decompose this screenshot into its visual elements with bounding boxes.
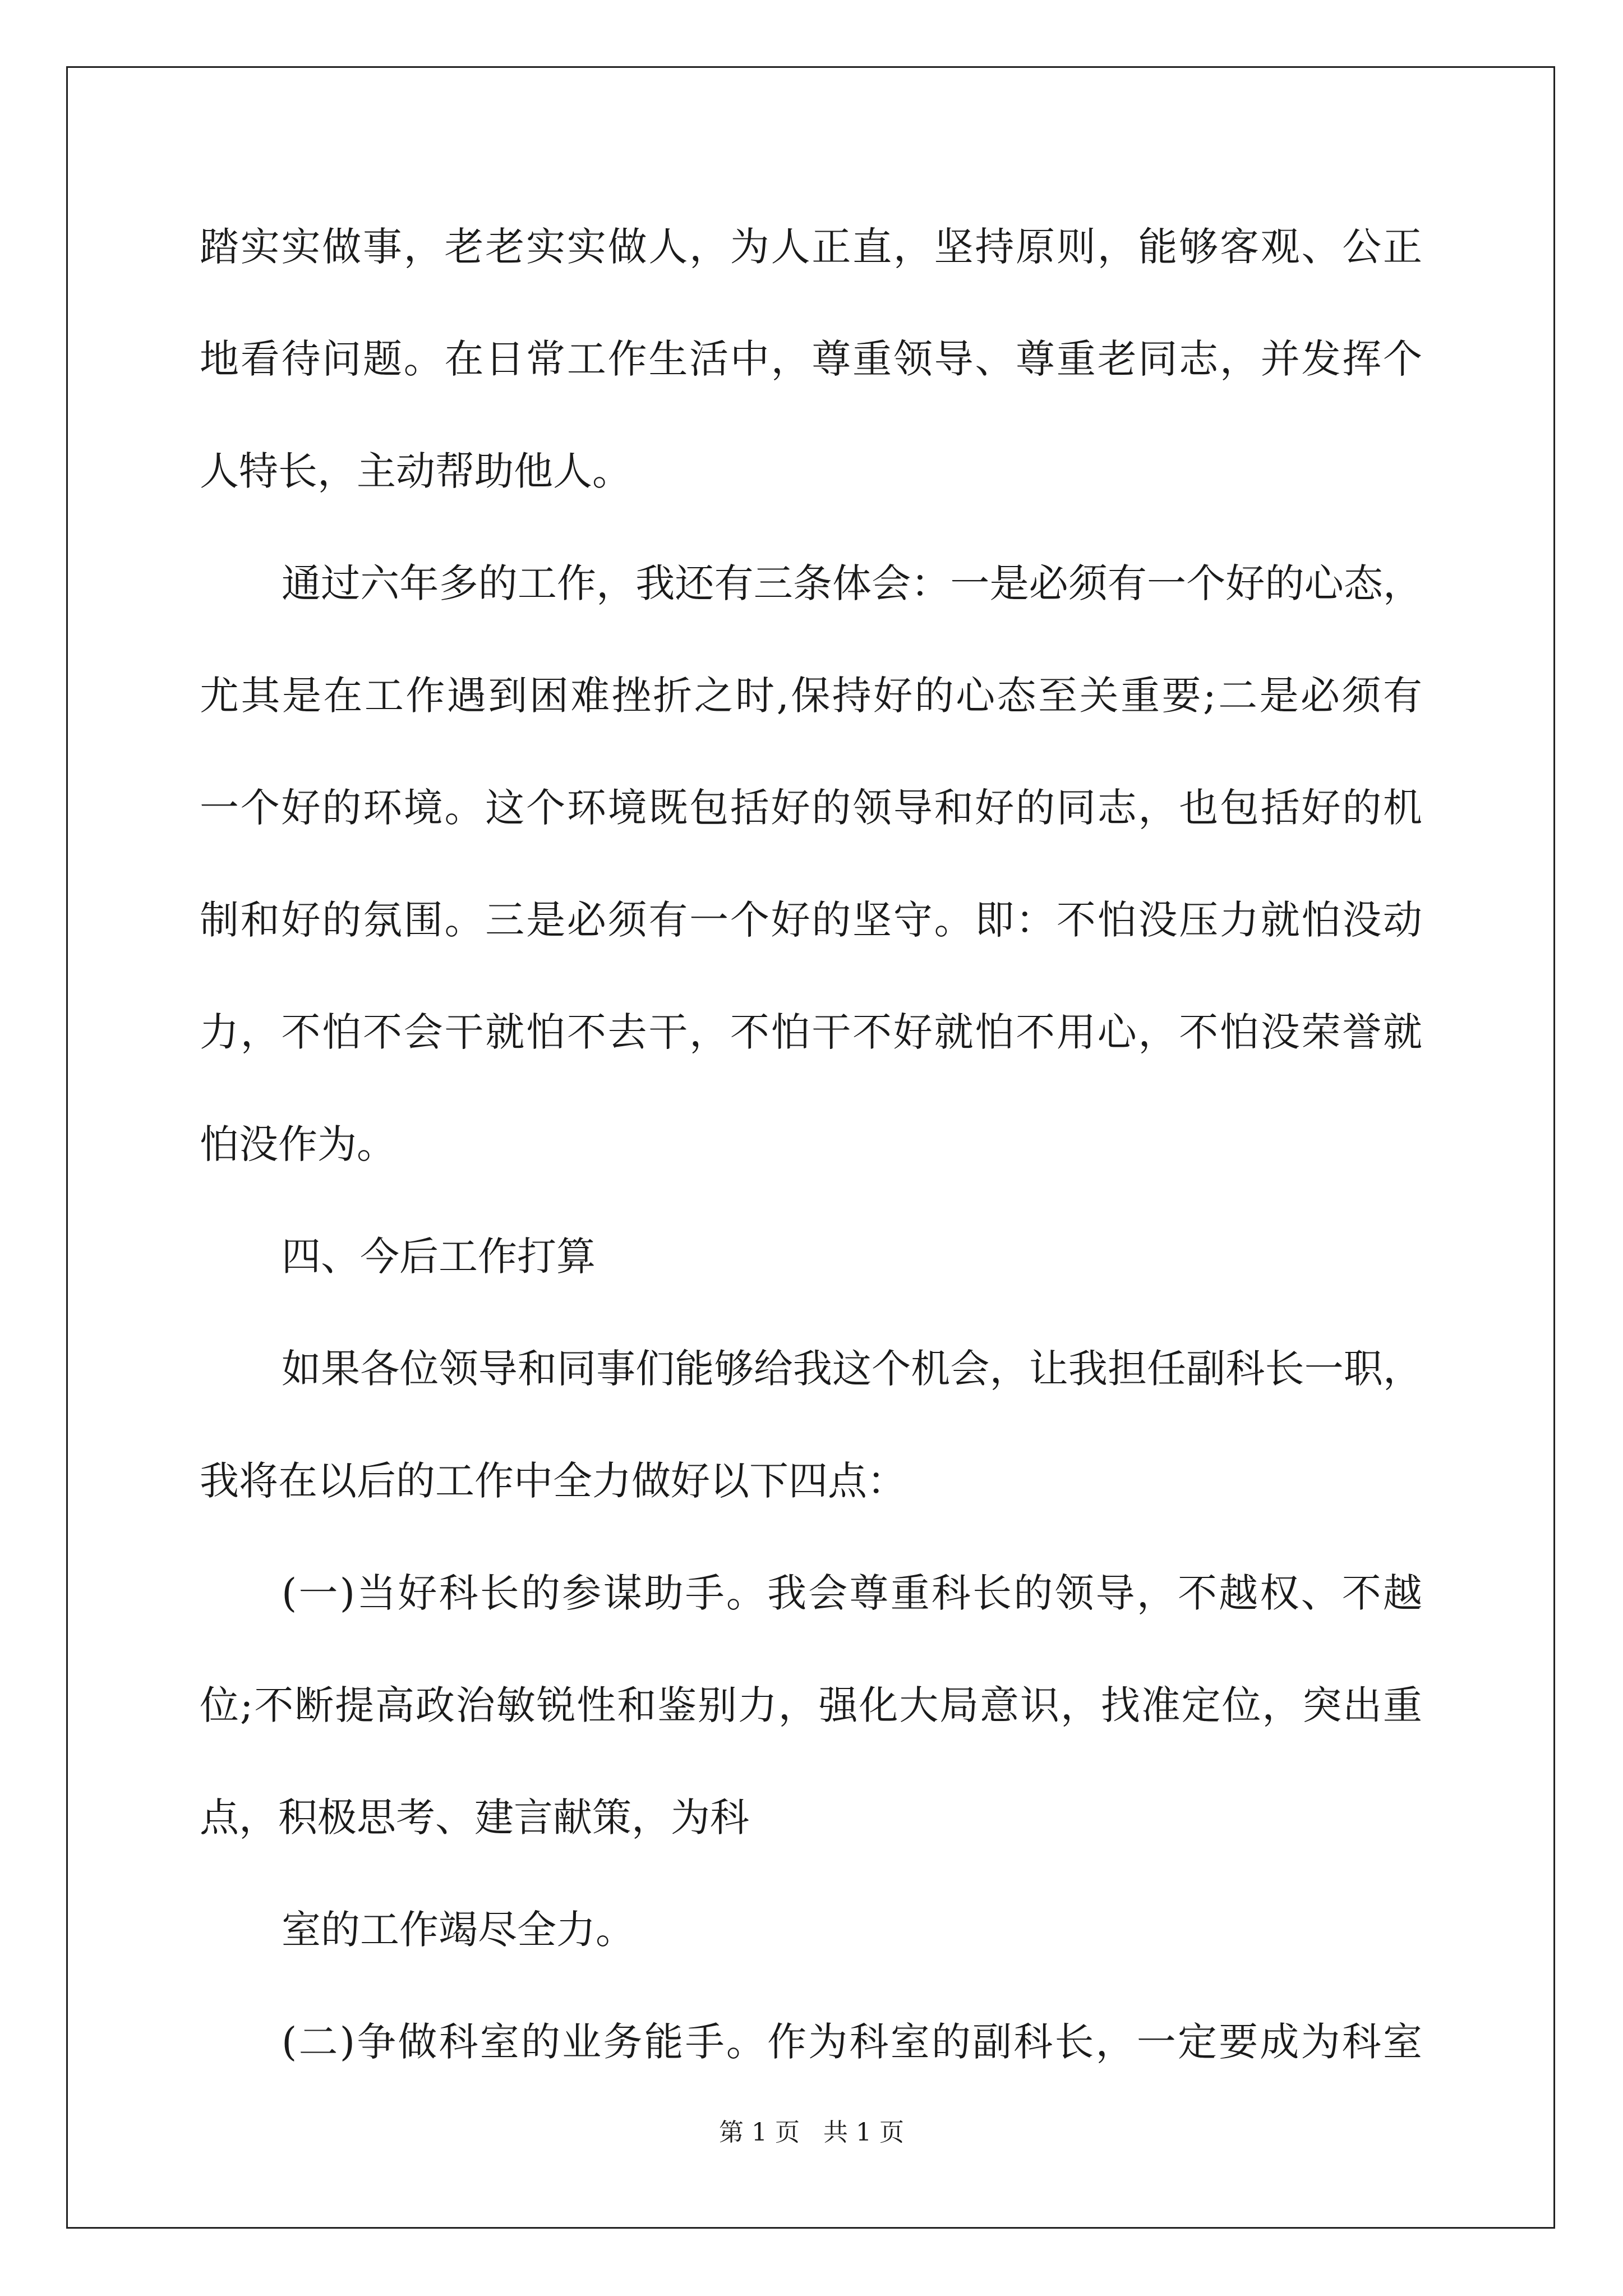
text-line-9: 怕没作为。 (200, 1121, 396, 1167)
text-line-13: (一)当好科长的参谋助手。我会尊重科长的领导，不越权、不越 (282, 1570, 1422, 1616)
page-number-label: 第 1 页 共 1 页 (719, 2118, 904, 2147)
page-footer (0, 2120, 1623, 2145)
text-line-1: 踏实实做事，老老实实做人，为人正直，坚持原则，能够客观、公正 (200, 224, 1422, 270)
text-line-12: 我将在以后的工作中全力做好以下四点： (200, 1458, 906, 1504)
text-line-6: 一个好的环境。这个环境既包括好的领导和好的同志，也包括好的机 (200, 785, 1422, 831)
text-line-5: 尤其是在工作遇到困难挫折之时,保持好的心态至关重要;二是必须有 (200, 673, 1422, 719)
text-line-2: 地看待问题。在日常工作生活中，尊重领导、尊重老同志，并发挥个 (200, 336, 1422, 382)
text-line-4: 通过六年多的工作，我还有三条体会：一是必须有一个好的心态， (282, 560, 1422, 606)
section-heading: 四、今后工作打算 (282, 1234, 596, 1280)
text-line-17: (二)争做科室的业务能手。作为科室的副科长，一定要成为科室 (282, 2019, 1422, 2065)
text-line-16: 室的工作竭尽全力。 (282, 1907, 635, 1953)
text-line-8: 力，不怕不会干就怕不去干，不怕干不好就怕不用心，不怕没荣誉就 (200, 1009, 1422, 1055)
text-line-7: 制和好的氛围。三是必须有一个好的坚守。即：不怕没压力就怕没动 (200, 897, 1422, 943)
text-line-15: 点，积极思考、建言献策，为科 (200, 1795, 749, 1841)
text-line-11: 如果各位领导和同事们能够给我这个机会，让我担任副科长一职， (282, 1346, 1422, 1392)
text-line-14: 位;不断提高政治敏锐性和鉴别力，强化大局意识，找准定位，突出重 (200, 1682, 1422, 1728)
text-line-3: 人特长，主动帮助他人。 (200, 448, 631, 494)
